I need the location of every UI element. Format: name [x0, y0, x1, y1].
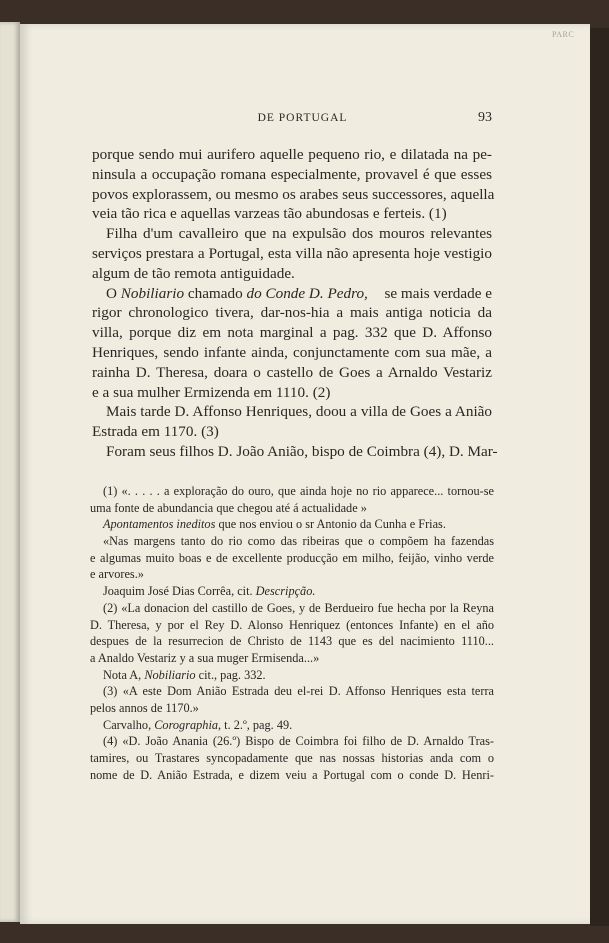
body-line: algum de tão remota antiguidade. — [92, 264, 295, 282]
text-run: se mais verdade e — [380, 284, 492, 302]
text-run: Nota A, — [103, 667, 145, 682]
body-line: villa, porque diz em nota marginal a pag. 332 que D. Affonso — [92, 324, 492, 342]
main-text — [92, 145, 498, 462]
body-line: Filha d'um cavalleiro que na expulsão dos mouros relevantes — [106, 225, 492, 243]
footnote-line: (1) «. . . . . a exploração do ouro, que ainda hoje no rio apparece... tornou-se — [103, 484, 494, 498]
body-line: porque sendo mui aurifero aquelle pequeno rio, e dilatada na pe- — [92, 146, 492, 163]
library-stamp: PARC — [552, 30, 575, 39]
body-line: Estrada em 1170. (3) — [92, 423, 219, 441]
previous-page-edge — [0, 22, 20, 922]
footnote-line: a Analdo Vestariz y a sua muger Ermisenda...» — [90, 650, 320, 665]
text-run: Carvalho, — [103, 717, 155, 732]
italic-title: Corographia — [154, 717, 219, 732]
italic-title: do Conde D. Pedro, — [246, 284, 368, 302]
body-line: rainha D. Theresa, doara o castello de Goes a Arnaldo Vestariz — [92, 363, 492, 381]
body-line: e a sua mulher Ermizenda em 1110. (2) — [92, 383, 331, 401]
body-line: Foram seus filhos D. João Anião, bispo de Coimbra (4), D. Mar- — [106, 442, 498, 460]
footnote-line-mixed — [90, 717, 494, 734]
italic-title: Apontamentos ineditos — [103, 517, 216, 532]
body-line: rigor chronologico tivera, dar-nos-hia a mais antiga noticia da — [92, 304, 492, 322]
text-run: que nos enviou o sr Antonio da Cunha e Frias. — [215, 517, 446, 532]
running-header: DE PORTUGAL — [257, 112, 348, 124]
footnote-line: (3) «A este Dom Anião Estrada deu el-rei D. Affonso Henriques esta terra — [103, 684, 494, 699]
body-line: ninsula a occupação romana especialmente, provavel é que esses — [92, 165, 492, 183]
footnote-line: pelos annos de 1170.» — [90, 700, 199, 715]
body-line: Henriques, sendo infante ainda, conjunctamente com sua mãe, a — [92, 343, 492, 361]
body-line: Mais tarde D. Affonso Henriques, doou a villa de Goes a Anião — [106, 403, 492, 421]
text-run: chamado — [184, 284, 247, 302]
footnote-line-mixed — [90, 667, 494, 684]
italic-title: Nobiliario — [120, 284, 185, 302]
body-line: povos explorassem, ou mesmo os arabes seus successores, aquella — [92, 185, 495, 203]
footnote-line: (4) «D. João Anania (26.º) Bispo de Coimbra foi filho de D. Arnaldo Tras- — [103, 734, 494, 749]
text-run: O — [106, 284, 121, 302]
footnote-line: uma fonte de abundancia que chegou até á actualidade » — [90, 500, 367, 515]
body-line: veia tão rica e aquellas varzeas tão abundosas e ferteis. (1) — [92, 205, 447, 223]
italic-title: Descripção. — [255, 584, 316, 599]
body-line-mixed — [92, 284, 492, 304]
footnote-line: (2) «La donacion del castillo de Goes, y de Berdueiro fue hecha por la Reyna — [103, 600, 494, 615]
text-run: , t. 2.º, pag. 49. — [218, 717, 293, 732]
page-number: 93 — [478, 110, 492, 125]
footnote-line: nome de D. Anião Estrada, e dizem veiu a Portugal com o conde D. Henri- — [90, 767, 494, 782]
footnote-line: tamires, ou Trastares syncopadamente que nas nossas historias anda com o — [90, 751, 494, 765]
footnote-line: e arvores.» — [90, 567, 144, 582]
footnote-line-mixed — [90, 516, 494, 533]
footnote-line: e algumas muito boas e de excellente producção em milho, feijão, vinho verde — [90, 550, 494, 565]
footnotes — [90, 483, 494, 783]
footnote-line: despues de la resurrecion de Christo de 1143 que es del nacimiento 1110... — [90, 634, 494, 649]
footnote-line: D. Theresa, y por el Rey D. Alonso Henriquez (entonces Infante) en el año — [90, 617, 494, 632]
text-run: Joaquim José Dias Corrêa, cit. — [103, 584, 256, 599]
body-line: serviços prestara a Portugal, esta villa não apresenta hoje vestigio — [92, 244, 492, 262]
text-run: cit., pag. 332. — [195, 667, 266, 682]
footnote-line: «Nas margens tanto do rio como das ribeiras que o compõem ha fazendas — [103, 534, 494, 549]
page-edge-shadow — [590, 28, 609, 926]
italic-title: Nobiliario — [144, 667, 196, 682]
footnote-line-mixed — [90, 583, 494, 600]
